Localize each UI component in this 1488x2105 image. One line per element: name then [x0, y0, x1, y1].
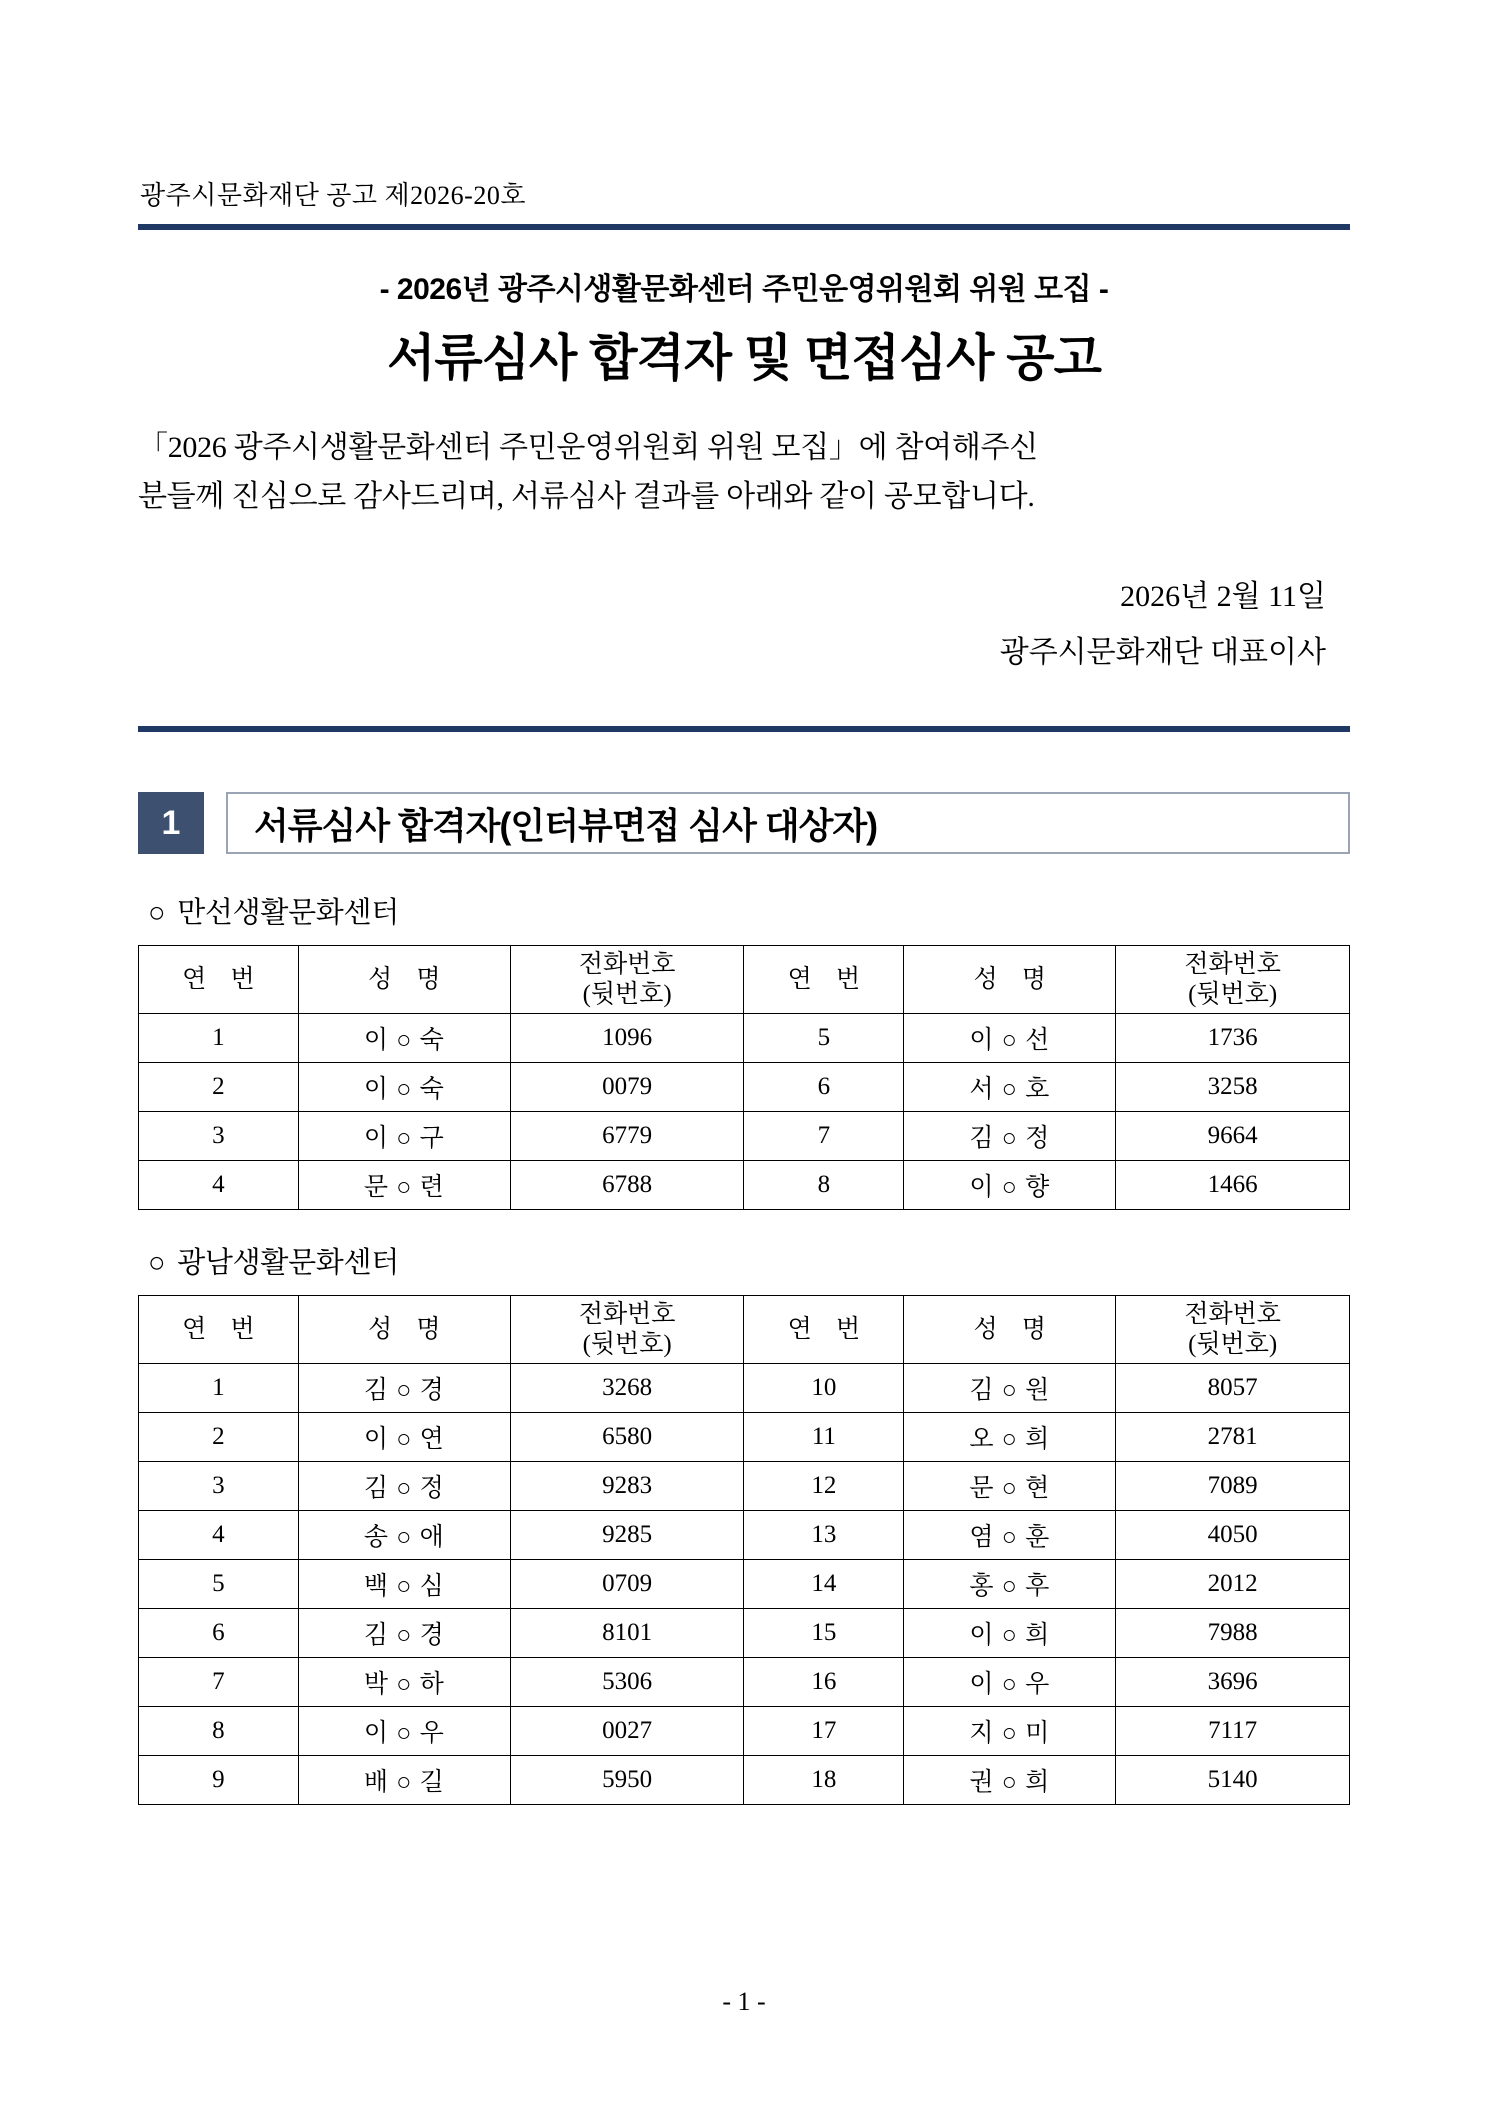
cell-name: 김 ○ 정	[904, 1112, 1116, 1161]
cell-name: 이 ○ 선	[904, 1014, 1116, 1063]
roster-table-manseon-body	[139, 1014, 1350, 1210]
cell-no: 16	[744, 1658, 904, 1707]
cell-name: 서 ○ 호	[904, 1063, 1116, 1112]
cell-no: 6	[744, 1063, 904, 1112]
cell-phone: 7089	[1116, 1462, 1350, 1511]
middle-divider-rule	[138, 726, 1350, 732]
cell-name: 권 ○ 희	[904, 1756, 1116, 1805]
table-row	[139, 1112, 1350, 1161]
cell-no: 4	[139, 1161, 299, 1210]
group-label-manseon	[148, 890, 1350, 931]
signature-block	[138, 569, 1350, 680]
cell-no: 1	[139, 1364, 299, 1413]
col-header-name-left: 성 명	[298, 946, 510, 1014]
cell-no: 2	[139, 1063, 299, 1112]
cell-phone: 5950	[510, 1756, 744, 1805]
cell-phone: 6779	[510, 1112, 744, 1161]
cell-no: 6	[139, 1609, 299, 1658]
cell-no: 12	[744, 1462, 904, 1511]
cell-name: 이 ○ 우	[298, 1707, 510, 1756]
cell-no: 5	[139, 1560, 299, 1609]
cell-phone: 9664	[1116, 1112, 1350, 1161]
col-header-phone-right: 전화번호 (뒷번호)	[1116, 1296, 1350, 1364]
circle-bullet-icon: ○	[148, 897, 166, 930]
cell-no: 1	[139, 1014, 299, 1063]
table-header-row	[139, 1296, 1350, 1364]
signature-date: 2026년 2월 11일	[1120, 580, 1326, 614]
cell-phone: 6580	[510, 1413, 744, 1462]
signature-organization: 광주시문화재단 대표이사	[999, 635, 1326, 669]
announcement-title: 서류심사 합격자 및 면접심사 공고	[387, 330, 1101, 386]
cell-no: 18	[744, 1756, 904, 1805]
cell-name: 배 ○ 길	[298, 1756, 510, 1805]
cell-name: 김 ○ 경	[298, 1609, 510, 1658]
cell-phone: 1096	[510, 1014, 744, 1063]
cell-name: 이 ○ 희	[904, 1609, 1116, 1658]
cell-phone: 9283	[510, 1462, 744, 1511]
cell-no: 5	[744, 1014, 904, 1063]
table-row	[139, 1560, 1350, 1609]
cell-name: 이 ○ 구	[298, 1112, 510, 1161]
cell-phone: 5140	[1116, 1756, 1350, 1805]
cell-name: 이 ○ 숙	[298, 1014, 510, 1063]
cell-phone: 4050	[1116, 1511, 1350, 1560]
section-title-box	[226, 792, 1350, 854]
top-divider-rule	[138, 224, 1350, 230]
cell-phone: 1736	[1116, 1014, 1350, 1063]
group-label-text: 만선생활문화센터	[177, 897, 399, 930]
roster-table-gwangnam	[138, 1295, 1350, 1805]
table-row	[139, 1161, 1350, 1210]
cell-name: 김 ○ 원	[904, 1364, 1116, 1413]
cell-phone: 0709	[510, 1560, 744, 1609]
cell-phone: 8057	[1116, 1364, 1350, 1413]
cell-no: 15	[744, 1609, 904, 1658]
roster-table-manseon	[138, 945, 1350, 1210]
cell-name: 홍 ○ 후	[904, 1560, 1116, 1609]
cell-name: 송 ○ 애	[298, 1511, 510, 1560]
col-header-no-right: 연 번	[744, 1296, 904, 1364]
cell-no: 13	[744, 1511, 904, 1560]
col-header-name-right: 성 명	[904, 946, 1116, 1014]
document-number: 광주시문화재단 공고 제2026-20호	[140, 181, 526, 210]
group-label-text: 광남생활문화센터	[177, 1247, 399, 1280]
cell-phone: 3696	[1116, 1658, 1350, 1707]
cell-name: 염 ○ 훈	[904, 1511, 1116, 1560]
section-title-text: 서류심사 합격자(인터뷰면접 심사 대상자)	[254, 804, 878, 846]
cell-no: 8	[139, 1707, 299, 1756]
table-row	[139, 1609, 1350, 1658]
table-row	[139, 1364, 1350, 1413]
cell-no: 3	[139, 1462, 299, 1511]
circle-bullet-icon: ○	[148, 1247, 166, 1280]
cell-name: 이 ○ 숙	[298, 1063, 510, 1112]
cell-no: 7	[744, 1112, 904, 1161]
cell-phone: 7117	[1116, 1707, 1350, 1756]
cell-name: 김 ○ 경	[298, 1364, 510, 1413]
col-header-phone-left: 전화번호 (뒷번호)	[510, 1296, 744, 1364]
table-row	[139, 1014, 1350, 1063]
cell-phone: 3258	[1116, 1063, 1350, 1112]
section-heading	[138, 792, 1350, 854]
cell-phone: 1466	[1116, 1161, 1350, 1210]
cell-name: 김 ○ 정	[298, 1462, 510, 1511]
cell-phone: 9285	[510, 1511, 744, 1560]
cell-no: 2	[139, 1413, 299, 1462]
cell-no: 4	[139, 1511, 299, 1560]
col-header-no-left: 연 번	[139, 946, 299, 1014]
section-number-badge: 1	[138, 792, 204, 854]
cell-name: 이 ○ 연	[298, 1413, 510, 1462]
cell-phone: 6788	[510, 1161, 744, 1210]
table-row	[139, 1658, 1350, 1707]
cell-phone: 0027	[510, 1707, 744, 1756]
col-header-phone-left: 전화번호 (뒷번호)	[510, 946, 744, 1014]
cell-name: 오 ○ 희	[904, 1413, 1116, 1462]
cell-phone: 3268	[510, 1364, 744, 1413]
cell-no: 17	[744, 1707, 904, 1756]
cell-phone: 2012	[1116, 1560, 1350, 1609]
intro-paragraph	[138, 424, 1350, 521]
col-header-no-left: 연 번	[139, 1296, 299, 1364]
cell-name: 지 ○ 미	[904, 1707, 1116, 1756]
cell-name: 이 ○ 우	[904, 1658, 1116, 1707]
roster-table-gwangnam-body	[139, 1364, 1350, 1805]
table-row	[139, 1462, 1350, 1511]
cell-no: 10	[744, 1364, 904, 1413]
cell-no: 9	[139, 1756, 299, 1805]
cell-no: 8	[744, 1161, 904, 1210]
cell-phone: 8101	[510, 1609, 744, 1658]
cell-no: 3	[139, 1112, 299, 1161]
col-header-name-left: 성 명	[298, 1296, 510, 1364]
cell-no: 11	[744, 1413, 904, 1462]
cell-phone: 7988	[1116, 1609, 1350, 1658]
table-header-row	[139, 946, 1350, 1014]
cell-no: 7	[139, 1658, 299, 1707]
intro-line-1: 「2026 광주시생활문화센터 주민운영위원회 위원 모집」에 참여해주신	[138, 431, 1038, 464]
cell-name: 백 ○ 심	[298, 1560, 510, 1609]
cell-no: 14	[744, 1560, 904, 1609]
col-header-name-right: 성 명	[904, 1296, 1116, 1364]
document-content	[138, 175, 1350, 1805]
cell-name: 이 ○ 향	[904, 1161, 1116, 1210]
cell-name: 박 ○ 하	[298, 1658, 510, 1707]
col-header-no-right: 연 번	[744, 946, 904, 1014]
page-number: - 1 -	[722, 1987, 766, 2016]
table-row	[139, 1413, 1350, 1462]
group-label-gwangnam	[148, 1240, 1350, 1281]
intro-line-2: 분들께 진심으로 감사드리며, 서류심사 결과를 아래와 같이 공모합니다.	[138, 479, 1035, 513]
table-row	[139, 1063, 1350, 1112]
table-row	[139, 1707, 1350, 1756]
table-row	[139, 1756, 1350, 1805]
announcement-subtitle: - 2026년 광주시생활문화센터 주민운영위원회 위원 모집 -	[379, 273, 1109, 306]
cell-phone: 2781	[1116, 1413, 1350, 1462]
cell-name: 문 ○ 현	[904, 1462, 1116, 1511]
cell-name: 문 ○ 련	[298, 1161, 510, 1210]
col-header-phone-right: 전화번호 (뒷번호)	[1116, 946, 1350, 1014]
table-row	[139, 1511, 1350, 1560]
cell-phone: 0079	[510, 1063, 744, 1112]
cell-phone: 5306	[510, 1658, 744, 1707]
